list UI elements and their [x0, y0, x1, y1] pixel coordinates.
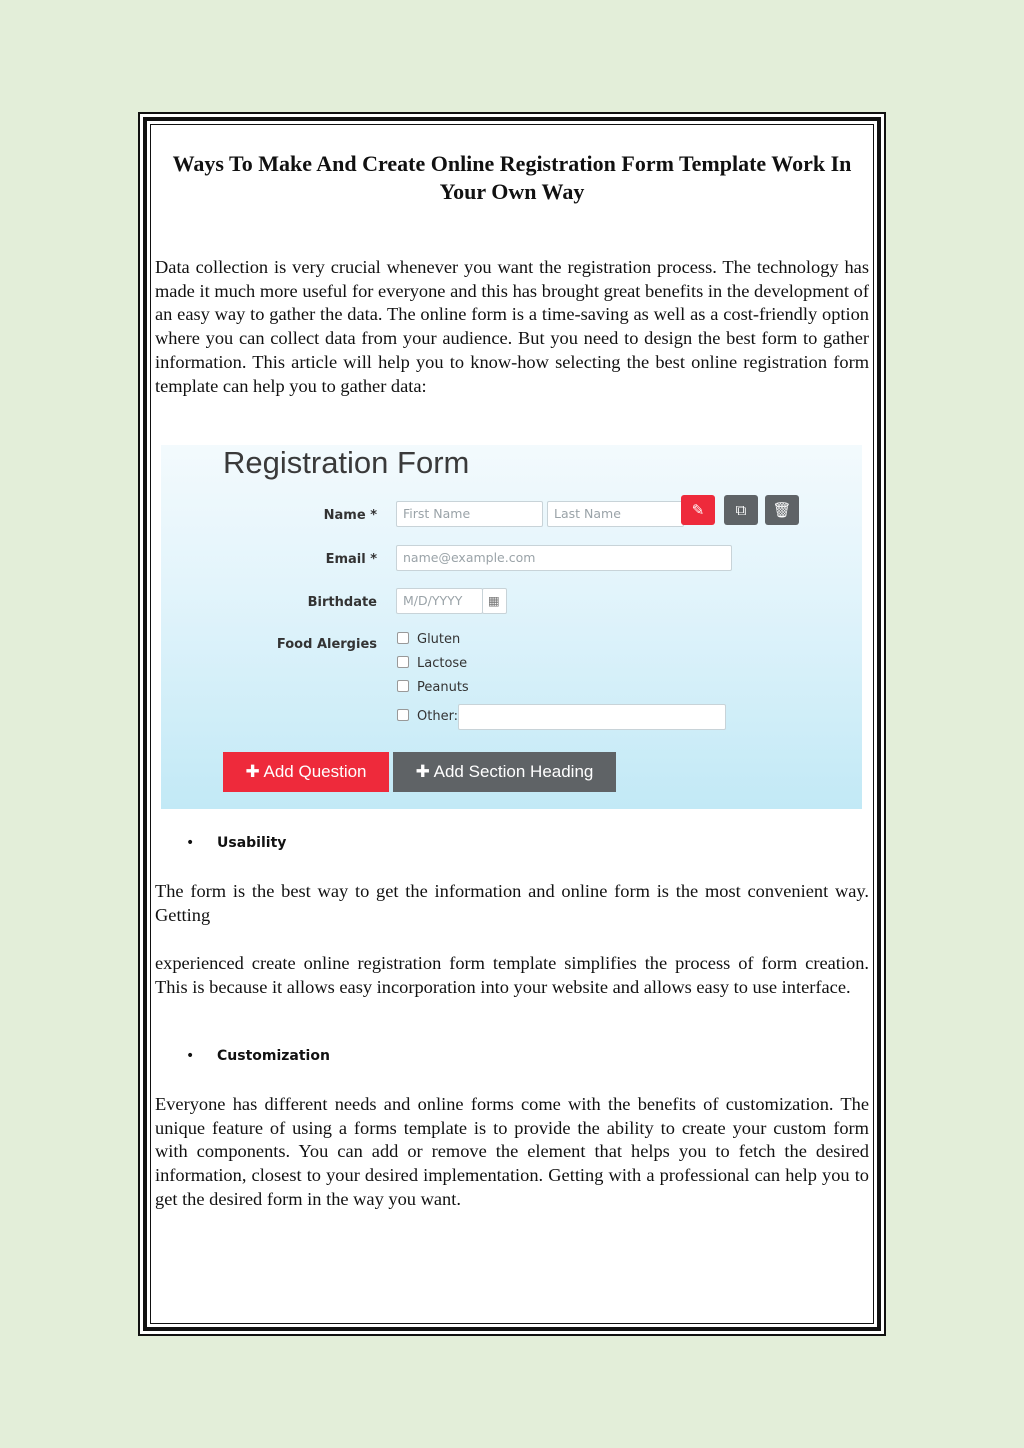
option-lactose: Lactose: [397, 656, 467, 671]
email-label: Email *: [325, 552, 377, 567]
add-section-heading-button: ✚ Add Section Heading: [393, 752, 616, 792]
food-allergies-label: Food Alergies: [276, 637, 377, 652]
calendar-icon: ▦: [482, 588, 507, 614]
customization-paragraph: Everyone has different needs and online forms come with the benefits of customization. The unique feature of using a forms template is to provide the ability to create your custom form with components. You can add or remove the element that helps you to fetch the desired information, closest to your desired implementation. Getting with a professional can help you to get the desired form in the way you want.: [155, 1094, 869, 1209]
option-other: Other:: [397, 709, 458, 724]
name-label: Name *: [323, 508, 377, 523]
other-input: [458, 704, 726, 730]
registration-form-image: [161, 445, 862, 809]
email-input: name@example.com: [396, 545, 732, 571]
checkbox: [397, 656, 409, 668]
bullet-customization: • Customization: [186, 1048, 330, 1064]
add-question-button: ✚ Add Question: [223, 752, 389, 792]
checkbox: [397, 709, 409, 721]
usability-paragraph: The form is the best way to get the information and online form is the most convenient way. Getting: [155, 881, 869, 925]
trash-icon: 🗑: [765, 495, 799, 525]
form-title: Registration Form: [223, 445, 470, 480]
article-title: Ways To Make And Create Online Registration Form Template Work In Your Own Way: [172, 151, 852, 204]
option-peanuts: Peanuts: [397, 680, 469, 695]
checkbox: [397, 632, 409, 644]
intro-paragraph: Data collection is very crucial whenever you want the registration process. The technology has made it much more useful for everyone and this has brought great benefits in the development of an easy way to gather the data. The online form is a time-saving as well as a cost-friendly option where you can collect data from your audience. But you need to design the best form to gather information. This article will help you to know-how selecting the best online registration form template can help you to gather data:: [155, 257, 869, 396]
last-name-input: Last Name: [547, 501, 684, 527]
edit-icon: ✎: [681, 495, 715, 525]
bullet-usability: • Usability: [186, 835, 287, 851]
birthdate-label: Birthdate: [307, 595, 377, 610]
option-gluten: Gluten: [397, 632, 460, 647]
copy-icon: ⧉: [724, 495, 758, 525]
first-name-input: First Name: [396, 501, 543, 527]
checkbox: [397, 680, 409, 692]
usability-paragraph-cont: experienced create online registration form template simplifies the process of form creation. This is because it allows easy incorporation into your website and allows easy to use interface.: [155, 953, 869, 997]
title-block: [155, 150, 869, 206]
birthdate-input: M/D/YYYY: [396, 588, 483, 614]
